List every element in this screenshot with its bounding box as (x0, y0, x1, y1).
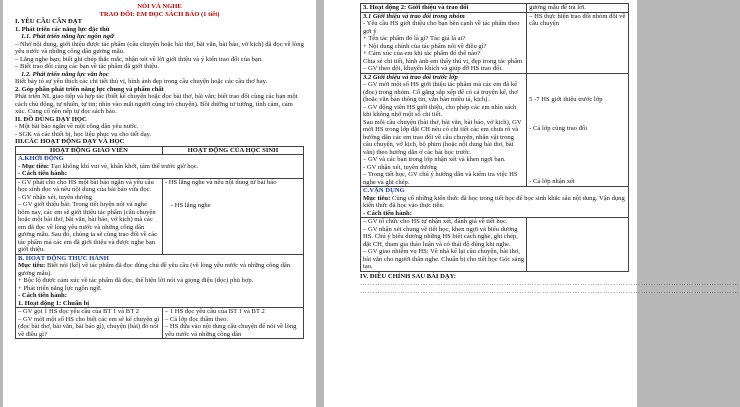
teacher-step: - GV nhận xét, tuyên dương (363, 163, 437, 171)
paragraph: - SGK và các thiết bị, học liệu phục vụ cho tiết dạy. (15, 130, 152, 138)
table-row (361, 187, 629, 218)
student-step: – HS thực hiện trao đổi nhóm đôi về câu chuyện (529, 12, 626, 27)
section-start: A.KHỞI ĐỘNG (18, 155, 64, 162)
teacher-step: – GV gọi 1 HS đọc yêu cầu của BT 1 và BT 2 (18, 308, 140, 315)
table-row (361, 4, 629, 13)
heading-materials: II. ĐỒ DÙNG DẠY HỌC (15, 115, 87, 123)
teacher-step: + Cảm xúc của em khi tác phẩm đó thế nào? (363, 50, 481, 57)
heading-adjustment: IV. ĐIỀU CHỈNH SAU BÀI DẠY: (360, 272, 456, 280)
paragraph: – Biết trao đổi cùng các bạn về tác phẩm đã giới thiệu. (15, 63, 159, 70)
heading-activities: III.CÁC HOẠT ĐỘNG DẠY VÀ HỌC (15, 138, 125, 145)
section-apply: C.VẬN DỤNG (363, 187, 405, 194)
procedure-label: - Cách tiến hành: (363, 209, 412, 217)
goal-text: Củng cố những kiến thức đã học trong tiết học để học sinh khắc sâu nội dung. Vận dụng kiến thức đã học vào thực tiễn. (363, 194, 625, 209)
blank-lines: …………………………………………………………………………………………………………………………………… (360, 280, 740, 287)
activity-1-heading: 1. Hoạt động 1: Chuẩn bị (18, 299, 90, 307)
heading-requirements: I. YÊU CẦU CẦN ĐẠT (15, 18, 82, 25)
student-step: – Cả lớp đọc thầm theo. (164, 315, 229, 323)
teacher-step: – GV giao nhiệm vụ HS: Về nhà kể lại câu chuyện, bài thơ, bài văn cho người thân nghe. Chuẩn bị cho tiết học Góc sáng tạo. (363, 248, 525, 270)
procedure-label: - Cách tiến hành: (18, 170, 67, 177)
paragraph: – Lắng nghe bạn; biết ghi chép thắc mắc, nhận xét về lời giới thiệu và ý kiến trao đổi của bạn. (15, 55, 263, 63)
teacher-step: + Nội dung chính của tác phẩm nói về điều gì? (363, 42, 487, 50)
table-row (16, 254, 304, 308)
teacher-step: Chia sẻ chi tiết, hình ảnh em thấy thú vị, đẹp trong tác phẩm (363, 57, 523, 65)
heading-competence: 1. Phát triển các năng lực đặc thù (15, 25, 110, 33)
document-page-right (324, 0, 740, 407)
student-step: – HS đứa vào nội dung câu chuyện để nói về lòng yêu nước và những công dân (164, 323, 297, 338)
activities-table-continued (360, 3, 629, 272)
student-step: - Cả lớp cùng trao đổi (529, 125, 588, 132)
heading-language: 1.1. Phát triển năng lực ngôn ngữ (21, 33, 114, 40)
teacher-step: – GV động viên HS giới thiệu, cho phép các em nhìn sách khi không nhớ một số chi tiết. (363, 103, 517, 118)
table-row (16, 308, 304, 339)
goal-label: - Mục tiêu: (18, 162, 50, 170)
student-step: - Cả lớp nhận xét (529, 177, 575, 185)
teacher-step: + Tên tác phẩm đó là gì? Tác giả là ai? (363, 35, 466, 42)
lesson-title: TRAO ĐỔI: EM ĐỌC SÁCH BÁO (1 tiết) (99, 10, 220, 18)
table-row (16, 178, 304, 254)
goal-label: Mục tiêu: (363, 194, 391, 202)
column-header-student: HOẠT ĐỘNG CỦA HỌC SINH (162, 146, 303, 155)
activities-table (15, 146, 304, 340)
student-step: - HS lắng nghe (170, 202, 211, 209)
teacher-step: Sau mỗi câu chuyện (bài thơ, bài văn, bài báo, vở kịch), GV mời HS trong lớp đặt CH nêu có chi tiết các em chưa rõ và hướng dẫn các em trao đổi về câu chuyện, nhân vật trong câu chuyện, vở kịch, bộ phim (hoặc nội dung bài thơ, bài văn) theo hướng dẫn ở các bài học trước. (363, 118, 522, 156)
goal-label: Mục tiêu: (18, 262, 46, 269)
teacher-step: - GV nhận xét, tuyên dương (18, 193, 92, 201)
blank-lines: …………………………………………………………………………………………………………………………………… (360, 287, 740, 295)
section-header: NÓI VÀ NGHE (137, 3, 182, 10)
paragraph: – Nhớ nội dung, giới thiệu được tác phẩm (câu chuyện hoặc bài thơ, bài văn, bài báo, vở kịch) đã đọc về lòng yêu nước và những công dân gương mẫu. (15, 40, 304, 55)
teacher-step: – GV giới thiệu bài: Trong tiết luyện nói và nghe hôm nay, các em sẽ giới thiệu tác phẩm (câu chuyện hoặc một bài thơ, bài văn, bài báo, vở kịch) mà các em đã đọc về lòng yêu nước và những công dân gương mẫu. Sau đó, chúng ta sẽ cùng trao đổi về các tác phẩm mà các em đã giới thiệu và được nghe bạn giới thiệu. (18, 201, 158, 253)
goal-text: + Phát triển năng lực ngôn ngữ. (18, 284, 102, 292)
heading-literature: 1.2. Phát triển năng lực văn học (21, 70, 109, 78)
student-step: – 1 HS đọc yêu cầu của BT 1 và BT 2 (164, 308, 265, 315)
student-step: gương mẫu để trả lời. (529, 4, 587, 11)
goal-text: + Bộc lộ được cảm xúc về tác phẩm đã đọc, thể hiện lời nói và giọng điệu (đọc) phù hợp. (18, 277, 254, 284)
goal-text: Biết nói (kể) về tác phẩm đã đọc đúng chủ đề yêu cầu (về lòng yêu nước và những công dân gương mẫu). (18, 262, 291, 277)
paragraph: - Một bài báo ngắn về một công dân yêu nước. (15, 123, 139, 130)
subheading-group: 3.1 Giới thiệu và trao đổi trong nhóm (363, 12, 465, 20)
document-page-left (3, 0, 316, 407)
teacher-step: – Trong tiết học, GV chú ý hướng dẫn và kiểm tra việc HS nghe và ghi chép. (363, 171, 518, 186)
teacher-step: – GV và các bạn trong lớp nhận xét và khen ngợi bạn. (363, 156, 506, 163)
teacher-step: – GV theo dõi, khuyến khích và giúp đỡ HS trao đổi. (363, 65, 503, 72)
procedure-label: - Cách tiến hành: (18, 292, 67, 299)
teacher-step: - GV phát cho cho HS một bài báo ngắn và yêu cầu học sinh đọc và nêu nội dung của bài báo vừa đọc. (18, 178, 154, 193)
teacher-step: – GV tổ chức cho HS tự nhận xét, đánh giá về tiết học. (363, 218, 508, 225)
table-row (16, 155, 304, 179)
teacher-step: – GV mời một số HS cho biết các em sẽ kể chuyện gì (đọc bài thơ, bài văn, bài báo gì), chuyện (bài) đó nói về điều gì? (18, 315, 160, 338)
heading-general: 2. Góp phần phát triển năng lực chung và phẩm chất (15, 85, 164, 93)
teacher-step: - Yêu cầu HS giới thiệu cho bạn bên cạnh về tác phẩm theo gợi ý (363, 20, 520, 35)
teacher-step: – GV nhận xét chung về tiết học, khen ngợi và biểu dương HS. Chú ý biểu dương những HS biết cách nghe, ghi chép, đặt CH, tham gia thảo luận và có thái độ đúng khi nghe. (363, 225, 518, 248)
subheading-class: 3.2 Giới thiệu và trao đổi trước lớp (363, 73, 458, 81)
table-row (361, 12, 629, 73)
paragraph: Phát triển NL giao tiếp và hợp tác (biết kể chuyện hoặc đọc bài thơ, bài văn; biết trao đổi cùng các bạn một cách chủ động, tự nhiên, tự tin; nhìn vào mắt người cùng trò chuyện). Bồi dưỡng tư tưởng, tình cảm, cảm xúc. Củng cố nền nếp tự đọc sách báo. (15, 93, 298, 115)
table-row (361, 73, 629, 187)
section-practice: B. HOẠT ĐỘNG THỰC HÀNH (18, 254, 109, 262)
paragraph: Biết bày tỏ sự yêu thích các chi tiết thú vị, hình ảnh đẹp trong câu chuyện hoặc các câu thơ hay. (15, 78, 268, 85)
teacher-step: – GV mời một số HS giới thiệu tác phẩm mà các em đã kể (đọc) trong nhóm. Cố gắng sắp xếp để có cả truyện kể, thơ (hoặc văn bản thông tin, văn bản miêu tả, kịch). (363, 81, 518, 103)
table-row (361, 218, 629, 272)
student-step: 5 -7 HS giới thiệu trước lớp (529, 95, 603, 103)
student-step: - HS lắng nghe và nêu nội dung từ bài báo (164, 178, 277, 186)
column-header-teacher: HOẠT ĐỘNG GIÁO VIÊN (16, 146, 163, 155)
activity-2-heading: 3. Hoạt động 2: Giới thiệu và trao đổi (363, 4, 469, 11)
goal-text: Tạo không khí vui vẻ, khấn khởi, tâm thế trước giờ học. (49, 162, 199, 170)
